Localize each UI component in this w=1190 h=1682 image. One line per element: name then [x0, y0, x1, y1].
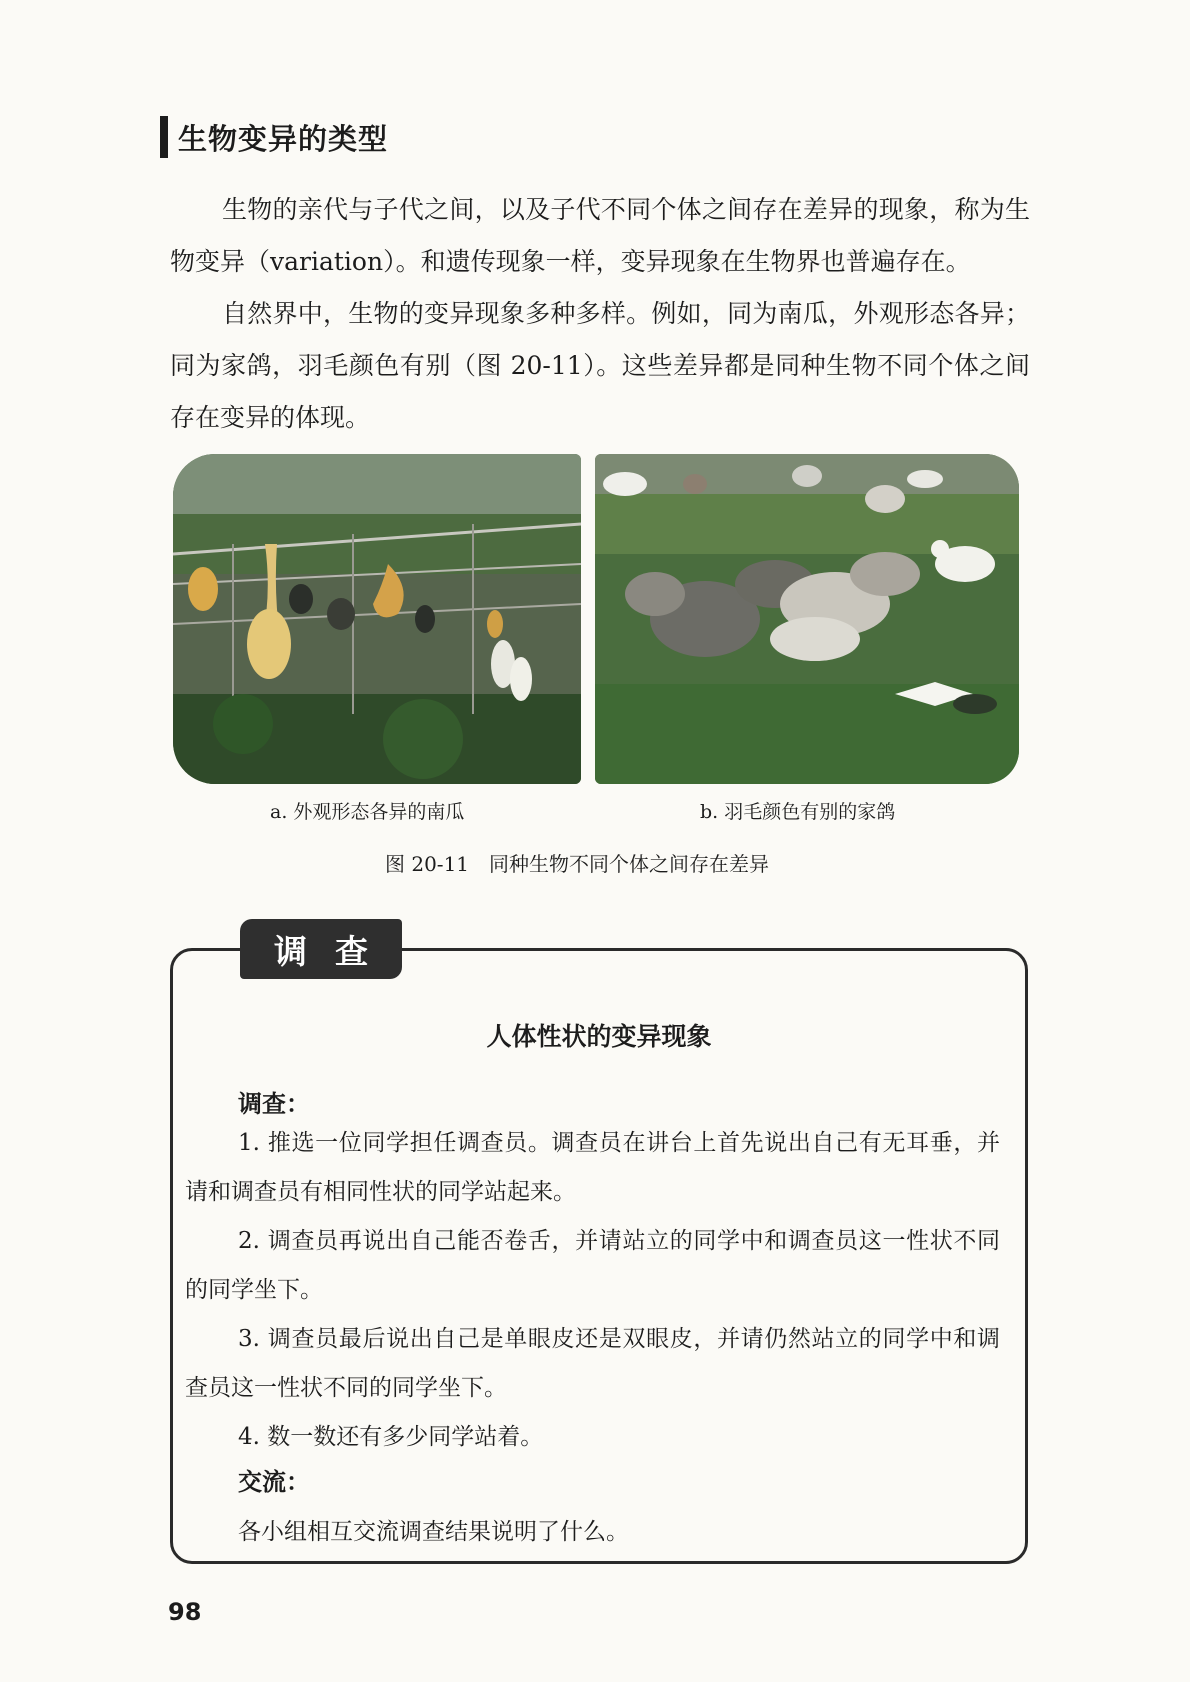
exchange-label: 交流：	[238, 1468, 310, 1496]
survey-tag: 调查	[240, 919, 402, 979]
pumpkin-photo	[173, 454, 581, 784]
section-title: 生物变异的类型	[178, 121, 389, 156]
caption-pigeon: b. 羽毛颜色有别的家鸽	[700, 801, 896, 823]
survey-step-2: 2. 调查员再说出自己能否卷舌，并请站立的同学中和调查员这一性状不同的同学坐下。	[185, 1228, 1000, 1303]
pigeon-photo	[595, 454, 1019, 784]
page-number: 98	[168, 1598, 202, 1626]
paragraph-variation-definition: 生物的亲代与子代之间，以及子代不同个体之间存在差异的现象，称为生物变异（variation）。和遗传现象一样，变异现象在生物界也普遍存在。	[170, 195, 1030, 276]
survey-label: 调查：	[238, 1090, 310, 1118]
survey-step-1: 1. 推选一位同学担任调查员。调查员在讲台上首先说出自己有无耳垂，并请和调查员有相同性状的同学站起来。	[185, 1130, 1000, 1205]
survey-step-4: 4. 数一数还有多少同学站着。	[238, 1424, 544, 1450]
caption-pumpkin: a. 外观形态各异的南瓜	[270, 801, 465, 823]
heading-marker	[160, 116, 168, 158]
figure-title: 图 20-11 同种生物不同个体之间存在差异	[385, 852, 770, 876]
survey-step-3: 3. 调查员最后说出自己是单眼皮还是双眼皮，并请仍然站立的同学中和调查员这一性状不同的同学坐下。	[185, 1326, 1000, 1401]
paragraph-variation-examples: 自然界中，生物的变异现象多种多样。例如，同为南瓜，外观形态各异；同为家鸽，羽毛颜色有别（图 20-11）。这些差异都是同种生物不同个体之间存在变异的体现。	[170, 299, 1030, 432]
section-heading	[160, 116, 388, 158]
survey-title: 人体性状的变异现象	[486, 1022, 712, 1051]
exchange-text: 各小组相互交流调查结果说明了什么。	[238, 1519, 629, 1545]
